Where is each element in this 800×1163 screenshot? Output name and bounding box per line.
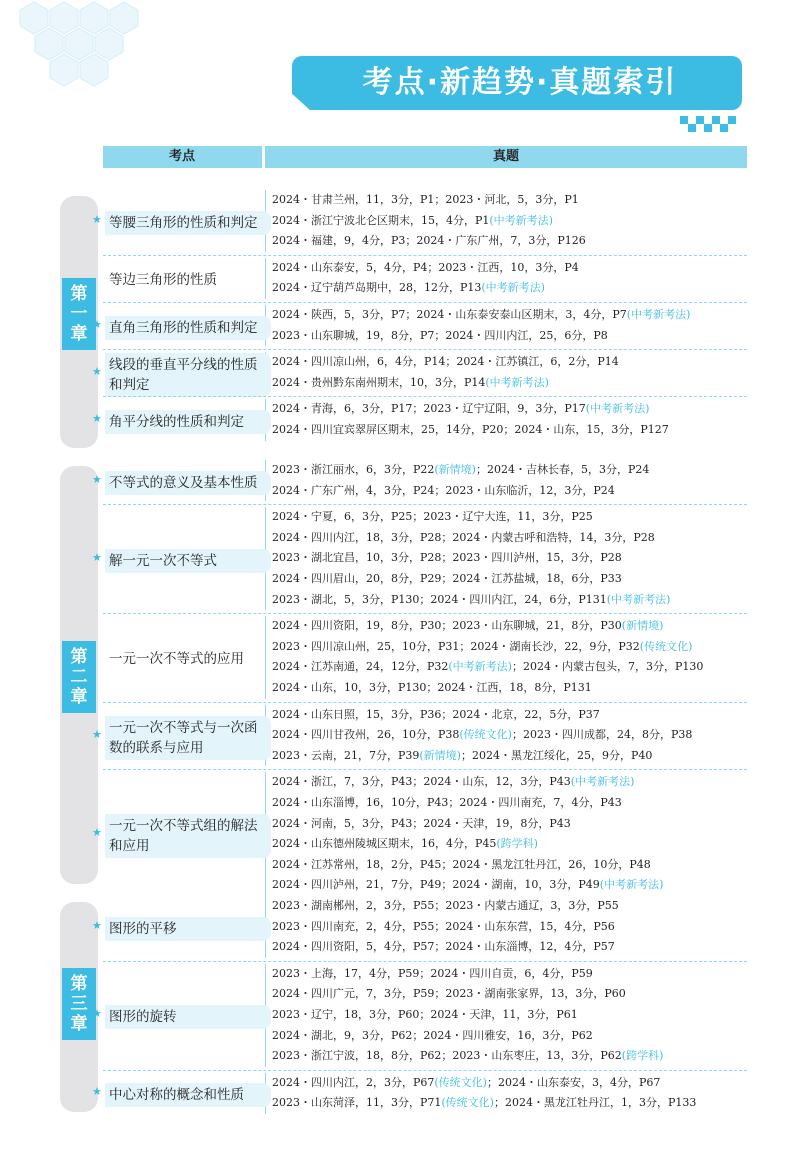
question-source: 2024・四川资阳，5，4分，P57；2024・山东淄博，12，4分，P57 — [272, 940, 615, 954]
question-source: ；2024・内蒙古包头，7，3分，P130 — [511, 660, 704, 674]
star-icon: ★ — [92, 1007, 102, 1021]
question-row — [272, 678, 703, 699]
topic-name: 解一元一次不等式 — [105, 549, 271, 573]
star-icon: ★ — [92, 212, 102, 226]
topic-name: 一元一次不等式组的解法和应用 — [105, 814, 271, 858]
question-source: 2023・湖南郴州，2，3分，P55；2023・内蒙古通辽，3，3分，P55 — [272, 899, 619, 912]
star-icon: ★ — [92, 412, 102, 425]
topic-name: 图形的平移 — [105, 917, 271, 941]
question-source: 2024・四川眉山，20，8分，P29；2024・江苏盐城，18，6分，P33 — [272, 571, 622, 585]
question-tag: (中考新考法) — [570, 775, 635, 789]
topic-name: 等边三角形的性质 — [109, 272, 217, 289]
star-icon: ★ — [92, 727, 102, 741]
topic-name: 一元一次不等式的应用 — [109, 651, 244, 668]
question-source: ；2024・黑龙江牡丹江，1，3分，P133 — [493, 1096, 697, 1110]
topic-name: 直角三角形的性质和判定 — [105, 316, 271, 340]
question-row — [272, 231, 586, 252]
question-tag: (中考新考法) — [489, 213, 553, 227]
question-tag: (中考新考法) — [448, 660, 512, 674]
question-source: 2024・宁夏，6，3分，P25；2023・辽宁大连，11，3分，P25 — [272, 510, 593, 524]
question-source: 2023・上海，17，4分，P59；2024・四川自贡，6，4分，P59 — [272, 966, 593, 980]
question-list — [272, 1073, 696, 1114]
question-row — [272, 657, 703, 678]
question-tag: (传统文化) — [441, 1096, 494, 1110]
star-icon: ★ — [92, 826, 102, 840]
question-source: 2023・湖北宜昌，10，3分，P28；2023・四川泸州，15，3分，P28 — [272, 551, 622, 565]
question-row — [272, 834, 663, 855]
question-source: 2024・浙江，7，3分，P43；2024・山东，12，3分，P43 — [272, 775, 571, 789]
question-source: 2024・江苏南通，24，12分，P32 — [272, 660, 449, 674]
question-tag: (中考新考法) — [485, 375, 549, 389]
question-source: 2024・甘肃兰州，11，3分，P1；2023・河北，5，3分，P1 — [272, 193, 579, 206]
question-row — [272, 305, 690, 326]
question-source: ；2024・山东泰安，3，4分，P67 — [486, 1075, 661, 1089]
header-questions: 真题 — [492, 149, 519, 164]
question-tag: (中考新考法) — [585, 402, 650, 416]
question-row — [272, 937, 619, 958]
question-row — [272, 507, 670, 528]
question-source: 2023・四川凉山州，25，10分，P31；2024・湖南长沙，22，9分，P32 — [272, 639, 640, 653]
question-list — [272, 399, 669, 440]
question-list — [272, 896, 619, 958]
question-row — [272, 373, 619, 394]
star-icon: ★ — [92, 1085, 102, 1099]
question-row — [272, 1026, 663, 1047]
chapter-label: 第 一 章 — [62, 278, 96, 350]
topic-name: 角平分线的性质和判定 — [105, 410, 271, 434]
question-row — [272, 896, 619, 917]
question-list — [272, 305, 690, 346]
question-source: 2024・四川甘孜州，26，10分，P38 — [272, 728, 460, 742]
question-source: 2024・山东泰安，5，4分，P4；2023・江西，10，3分，P4 — [272, 260, 579, 274]
question-row — [272, 917, 619, 938]
question-source: 2024・陕西，5，3分，P7；2024・山东泰安泰山区期末，3，4分，P7 — [272, 308, 627, 321]
question-source: 2023・浙江丽水，6，3分，P22 — [272, 463, 435, 476]
star-icon: ★ — [92, 364, 102, 378]
question-list — [272, 616, 703, 698]
question-list — [272, 964, 663, 1067]
question-source: 2023・湖北，5，3分，P130；2024・四川内江，24，6分，P131 — [272, 592, 607, 606]
topic-name: 线段的垂直平分线的性质和判定 — [105, 353, 271, 397]
question-row — [272, 746, 692, 767]
question-source: 2024・四川宜宾翠屏区期末，25，14分，P20；2024・山东，15，3分，P127 — [272, 422, 669, 436]
question-source: 2023・山东菏泽，11，3分，P71 — [272, 1096, 442, 1110]
question-list — [272, 352, 619, 393]
question-row — [272, 772, 663, 793]
question-row — [272, 460, 649, 481]
hexagon-decoration — [0, 0, 260, 120]
question-tag: (传统文化) — [639, 639, 693, 653]
question-row — [272, 528, 670, 549]
question-tag: (中考新考法) — [606, 592, 671, 606]
question-tag: (跨学科) — [621, 1049, 664, 1063]
chapter-label: 第 三 章 — [62, 968, 96, 1040]
question-row — [272, 725, 692, 746]
question-tag: (中考新考法) — [481, 281, 545, 295]
question-source: 2024・四川内江，2，3分，P67 — [272, 1075, 435, 1089]
question-source: 2023・云南，21，7分，P39 — [272, 748, 420, 762]
star-icon: ★ — [92, 317, 102, 331]
question-source: 2024・四川泸州，21，7分，P49；2024・湖南，10，3分，P49 — [272, 878, 600, 892]
question-tag: (传统文化) — [459, 728, 512, 742]
question-row — [272, 814, 663, 835]
question-source: 2023・辽宁，18，3分，P60；2024・天津，11，3分，P61 — [272, 1007, 578, 1021]
question-row — [272, 590, 670, 611]
question-row — [272, 258, 579, 279]
question-row — [272, 190, 586, 211]
topic-name: 不等式的意义及基本性质 — [105, 471, 271, 495]
header-topic: 考点 — [168, 149, 195, 164]
question-row — [272, 964, 663, 985]
topic-name: 图形的旋转 — [105, 1005, 271, 1029]
question-source: ；2024・吉林长春，5，3分，P24 — [475, 463, 650, 476]
question-source: 2023・四川南充，2，4分，P55；2024・山东东营，15，4分，P56 — [272, 919, 615, 933]
pixel-decoration — [680, 112, 740, 140]
question-tag: (中考新考法) — [599, 878, 664, 892]
question-source: 2024・青海，6，3分，P17；2023・辽宁辽阳，9，3分，P17 — [272, 402, 586, 416]
question-tag: (跨学科) — [496, 837, 538, 851]
question-row — [272, 875, 663, 896]
question-source: 2024・四川内江，18，3分，P28；2024・内蒙古呼和浩特，14，3分，P28 — [272, 530, 655, 544]
question-source: 2024・浙江宁波北仑区期末，15，4分，P1 — [272, 213, 490, 227]
topic-name: 一元一次不等式与一次函数的联系与应用 — [105, 716, 271, 760]
star-icon: ★ — [92, 472, 102, 486]
question-source: 2024・四川资阳，19，8分，P30；2023・山东聊城，21，8分，P30 — [272, 619, 622, 633]
question-row — [272, 1046, 663, 1067]
question-row — [272, 705, 692, 726]
topic-name: 中心对称的概念和性质 — [105, 1083, 271, 1107]
question-source: ；2024・黑龙江绥化，25，9分，P40 — [460, 748, 653, 762]
question-row — [272, 278, 579, 299]
question-row — [272, 1005, 663, 1026]
question-source: 2024・山东，10，3分，P130；2024・江西，18，8分，P131 — [272, 680, 592, 694]
question-list — [272, 772, 663, 896]
chapter-label: 第 二 章 — [62, 641, 96, 713]
question-source: 2023・浙江宁波，18，8分，P62；2023・山东枣庄，13，3分，P62 — [272, 1049, 622, 1063]
question-source: 2024・广东广州，4，3分，P24；2023・山东临沂，12，3分，P24 — [272, 483, 615, 497]
question-source: 2024・山东日照，15，3分，P36；2024・北京，22，5分，P37 — [272, 707, 600, 721]
question-source: 2024・四川凉山州，6，4分，P14；2024・江苏镇江，6，2分，P14 — [272, 355, 619, 369]
question-row — [272, 326, 690, 347]
question-source: 2024・江苏常州，18，2分，P45；2024・黑龙江牡丹江，26，10分，P48 — [272, 857, 651, 871]
question-tag: (传统文化) — [434, 1075, 487, 1089]
page-title: 考点·新趋势·真题索引 — [362, 65, 678, 100]
question-row — [272, 420, 669, 441]
question-row — [272, 211, 586, 232]
question-source: 2024・湖北，9，3分，P62；2024・四川雅安，16，3分，P62 — [272, 1028, 593, 1042]
question-list — [272, 258, 579, 299]
question-row — [272, 399, 669, 420]
question-source: 2024・山东淄博，16，10分，P43；2024・四川南充，7，4分，P43 — [272, 795, 622, 809]
question-row — [272, 548, 670, 569]
question-row — [272, 1073, 696, 1094]
topic-name: 等腰三角形的性质和判定 — [105, 211, 271, 235]
question-source: 2024・福建，9，4分，P3；2024・广东广州，7，3分，P126 — [272, 234, 586, 248]
star-icon: ★ — [92, 918, 102, 932]
question-source: 2024・山东德州陵城区期末，16，4分，P45 — [272, 837, 497, 851]
question-list — [272, 507, 670, 610]
question-tag: (新情境) — [621, 619, 664, 633]
question-source: 2024・河南，5，3分，P43；2024・天津，19，8分，P43 — [272, 816, 571, 830]
question-list — [272, 460, 649, 501]
question-row — [272, 793, 663, 814]
question-list — [272, 190, 586, 252]
question-source: 2024・四川广元，7，3分，P59；2023・湖南张家界，13，3分，P60 — [272, 987, 626, 1001]
question-tag: (新情境) — [419, 748, 461, 762]
question-row — [272, 1093, 696, 1114]
question-row — [272, 616, 703, 637]
question-row — [272, 569, 670, 590]
question-source: 2024・贵州黔东南州期末，10，3分，P14 — [272, 375, 486, 389]
question-row — [272, 637, 703, 658]
question-row — [272, 984, 663, 1005]
question-row — [272, 481, 649, 502]
question-source: ；2023・四川成都，24，8分，P38 — [511, 728, 693, 742]
star-icon: ★ — [92, 550, 102, 564]
question-row — [272, 352, 619, 373]
question-tag: (中考新考法) — [626, 308, 691, 321]
question-tag: (新情境) — [434, 463, 476, 476]
question-source: 2023・山东聊城，19，8分，P7；2024・四川内江，25，6分，P8 — [272, 328, 608, 342]
question-row — [272, 855, 663, 876]
question-source: 2024・辽宁葫芦岛期中，28，12分，P13 — [272, 281, 482, 295]
table-header — [103, 146, 747, 168]
question-list — [272, 705, 692, 767]
